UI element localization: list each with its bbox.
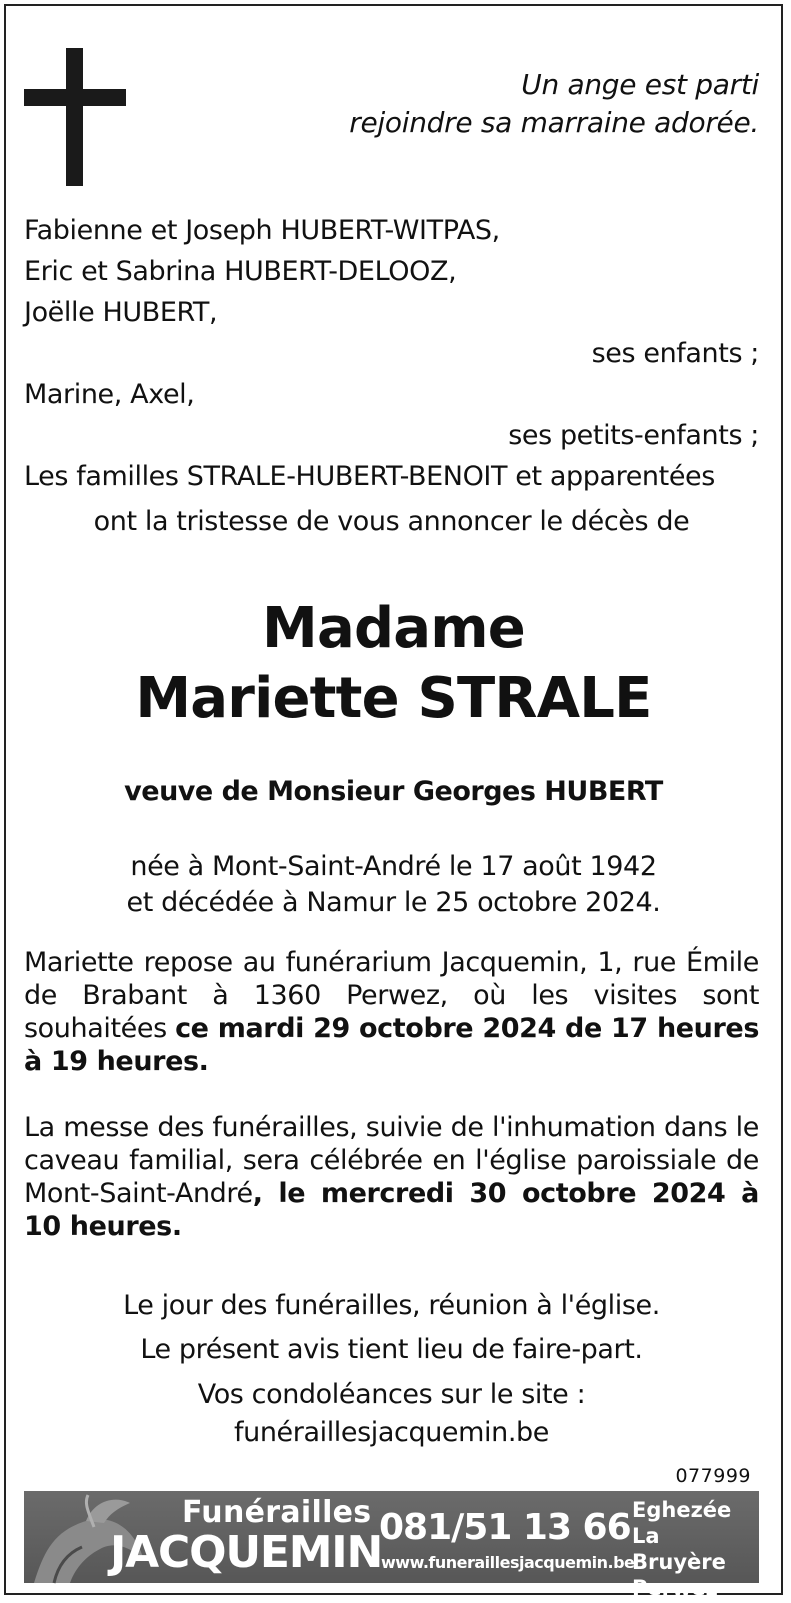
obituary-frame (4, 4, 783, 1600)
cross-icon-bar (24, 89, 126, 106)
location-2: La Bruyère (632, 1524, 726, 1574)
funeral-text: La messe des funérailles, suivie de l'inhumation dans le caveau familial, sera célébrée en l'église paroissiale de Mont-Saint-André (24, 1112, 759, 1209)
banner-website[interactable]: www.funeraillesjacquemin.be (381, 1553, 635, 1572)
location-1: Eghezée (632, 1498, 732, 1522)
locations (632, 1497, 759, 1601)
cross-icon (66, 48, 83, 186)
visitation-paragraph (24, 946, 759, 1078)
extended-families: Les familles STRALE-HUBERT-BENOIT et apparentées (24, 461, 715, 492)
condolences-label: Vos condoléances sur le site : (197, 1379, 586, 1410)
birth-line: née à Mont-Saint-André le 17 août 1942 (130, 851, 657, 882)
death-line: et décédée à Namur le 25 octobre 2024. (126, 887, 661, 918)
brand-line-2: JACQUEMIN (110, 1527, 383, 1578)
child-3: Joëlle HUBERT, (24, 297, 218, 328)
deceased-name: Mariette STRALE (135, 666, 652, 731)
funeral-home-banner (24, 1491, 759, 1600)
note-1: Le jour des funérailles, réunion à l'église. (123, 1290, 660, 1321)
reference-number: 077999 (675, 1465, 751, 1487)
location-3: Perwez (632, 1576, 718, 1600)
children-role: ses enfants ; (591, 338, 759, 369)
brand-line-1: Funérailles (182, 1495, 372, 1530)
deceased-title: Madame (262, 596, 525, 661)
life-dates (6, 849, 781, 921)
visitation-when: ce mardi 29 octobre 2024 de 17 heures à 19 heures. (24, 1013, 759, 1077)
condolences (24, 1376, 759, 1452)
quote-line-2: rejoindre sa marraine adorée. (349, 106, 759, 139)
note-2: Le présent avis tient lieu de faire-part. (140, 1334, 643, 1365)
grandchildren-role: ses petits-enfants ; (508, 420, 759, 451)
funeral-paragraph (24, 1111, 759, 1243)
grandchildren: Marine, Axel, (24, 379, 195, 410)
family-list (24, 210, 759, 542)
quote-line-1: Un ange est parti (521, 68, 759, 101)
visitation-text: Mariette repose au funérarium Jacquemin, 1, rue Émile de Brabant à 1360 Perwez, où les visites sont souhaitées (24, 947, 759, 1044)
funeral-when: , le mercredi 30 octobre 2024 à 10 heures. (24, 1178, 759, 1242)
notes (24, 1284, 759, 1372)
announcement: ont la tristesse de vous annoncer le décès de (93, 506, 690, 537)
quote (349, 66, 759, 142)
child-1: Fabienne et Joseph HUBERT-WITPAS, (24, 215, 500, 246)
phone-number[interactable]: 081/51 13 66 (379, 1507, 631, 1548)
condolences-website[interactable]: funéraillesjacquemin.be (234, 1417, 549, 1448)
widow-of: veuve de Monsieur Georges HUBERT (124, 776, 663, 807)
child-2: Eric et Sabrina HUBERT-DELOOZ, (24, 256, 457, 287)
